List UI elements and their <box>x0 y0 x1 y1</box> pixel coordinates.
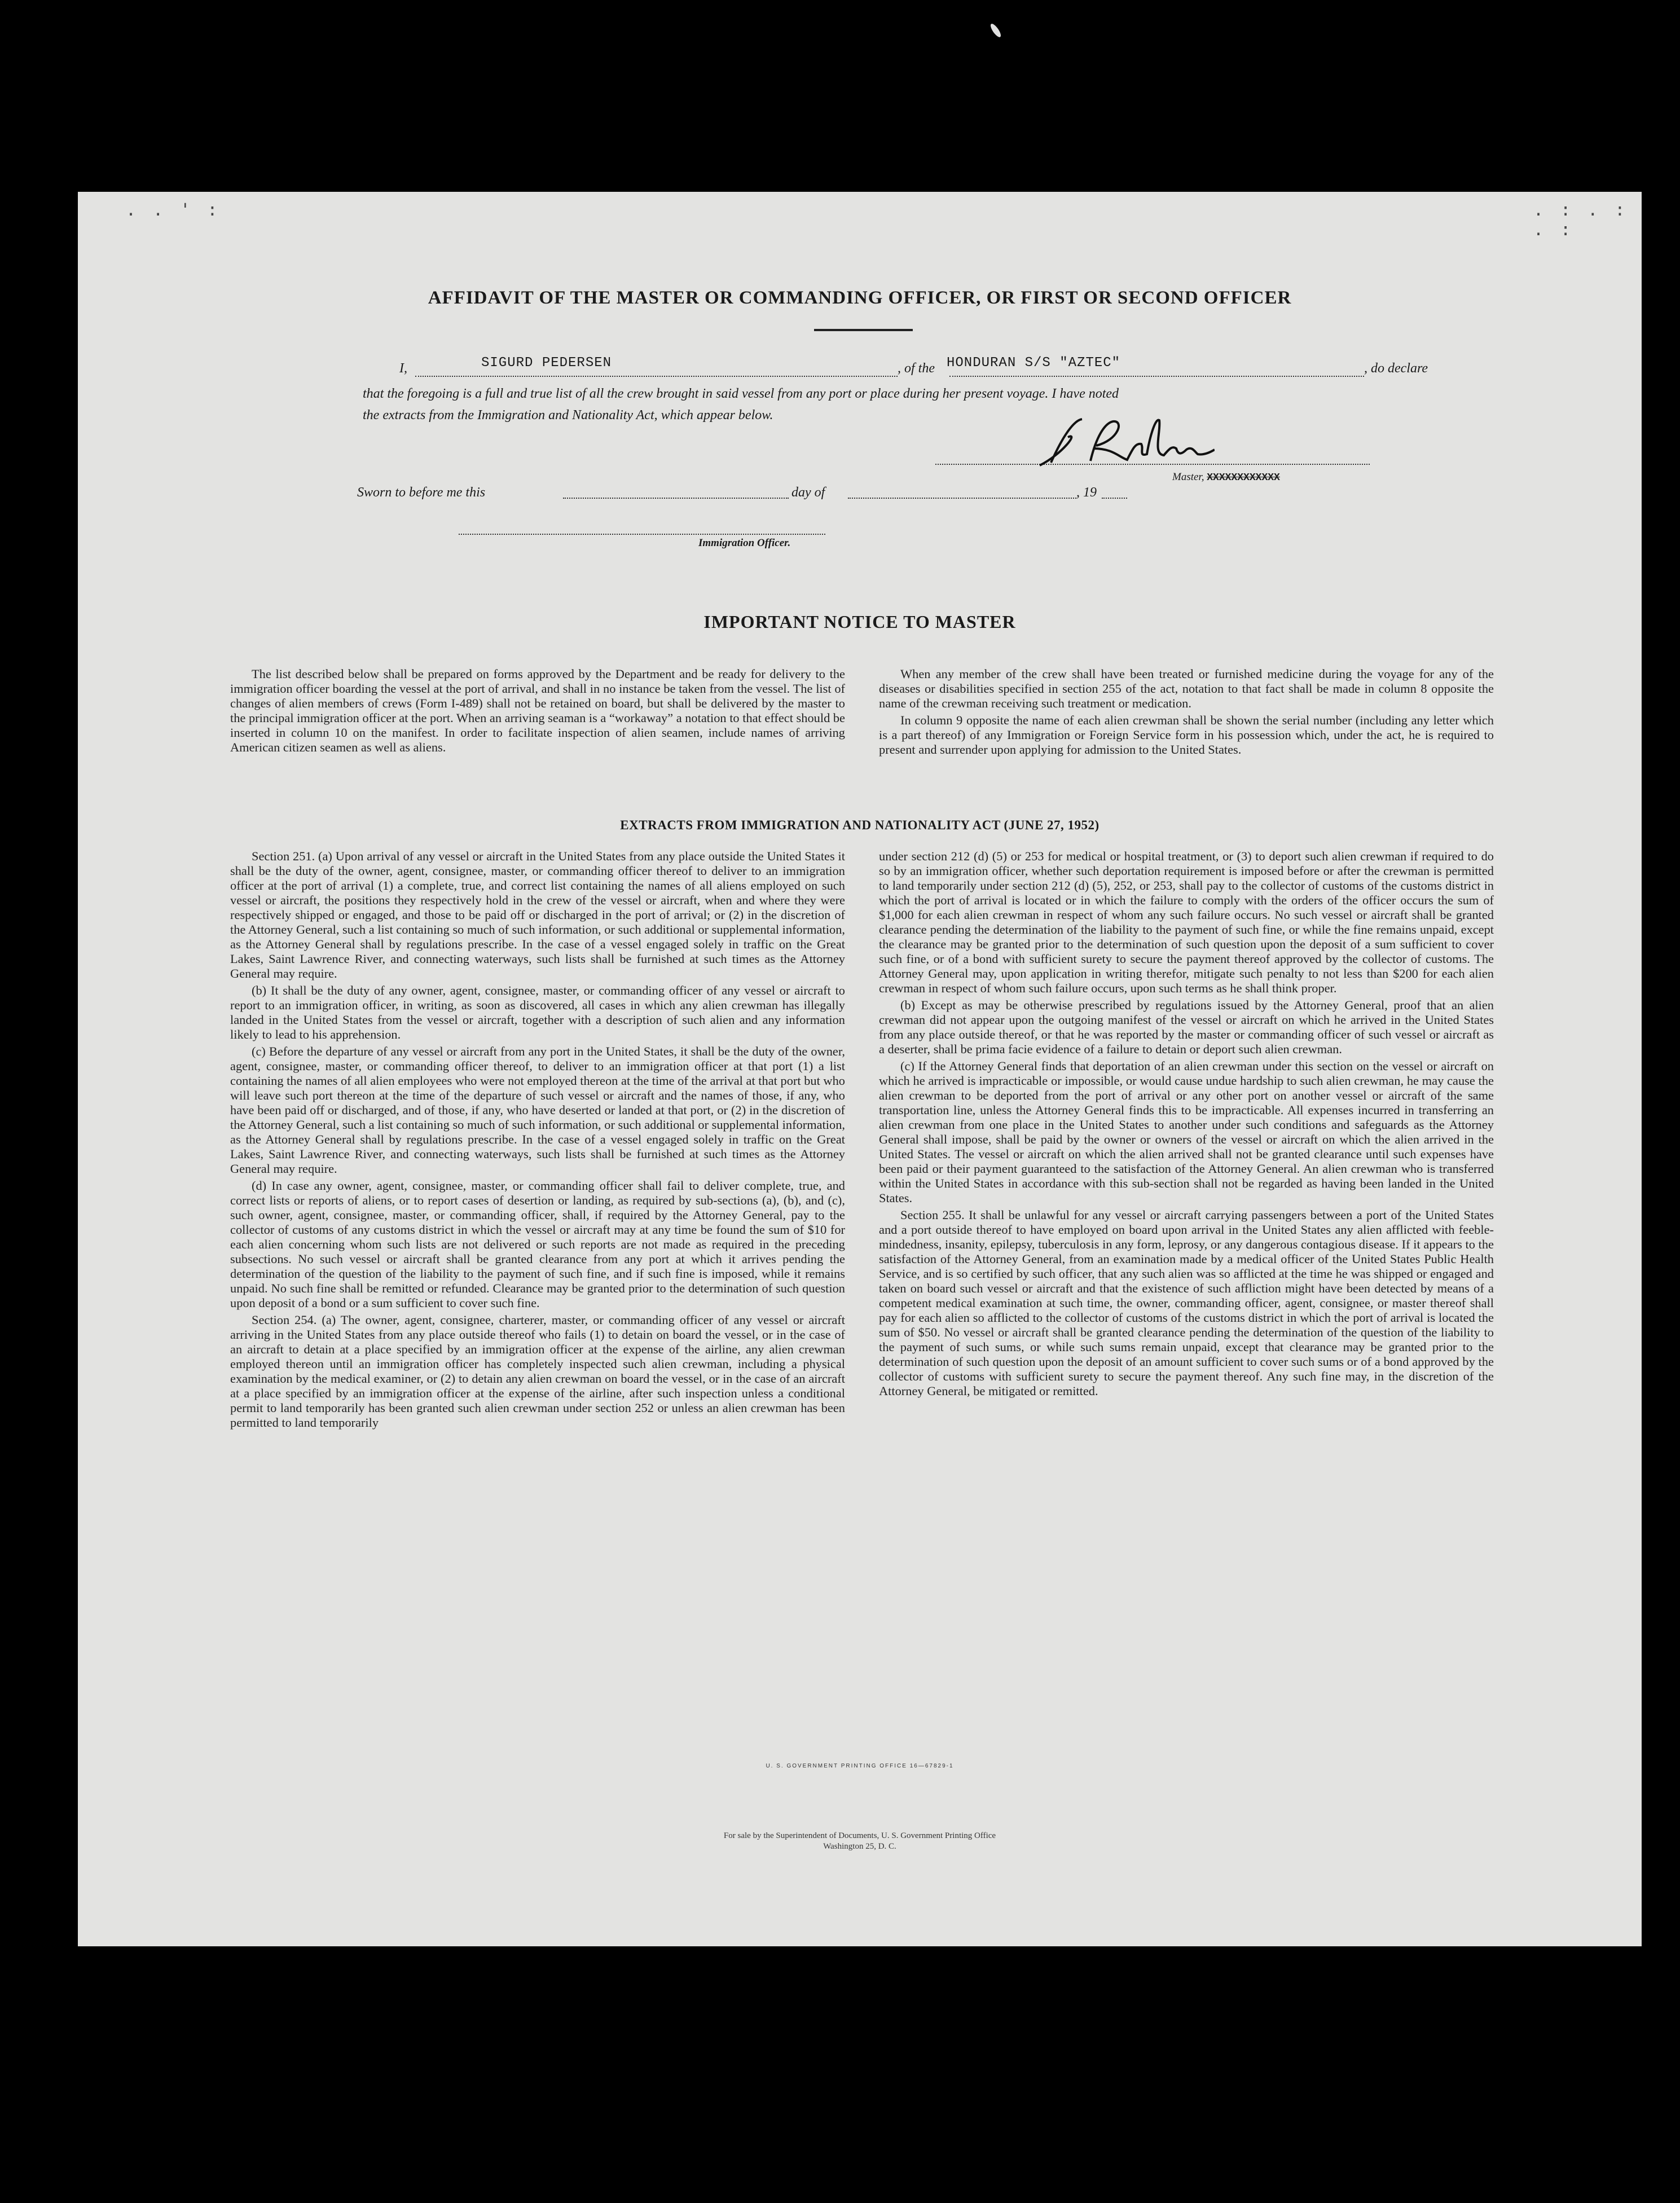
vessel-field-line <box>949 371 1364 377</box>
notice-right-paragraph-2: In column 9 opposite the name of each alien crewman shall be shown the serial number (including any letter which is a part thereof) of any Immigration or Foreign Service form in his possession which, under the act, he is required to present and surrender upon applying for admission to the United States. <box>879 713 1494 757</box>
vessel-name-field[interactable]: HONDURAN S/S "AZTEC" <box>947 355 1121 371</box>
section-251-d: (d) In case any owner, agent, consignee, master, or commanding officer shall fail to deliver complete, true, and correct lists or reports of aliens, or to report cases of desertion or landing, as required by sub-sections (a), (b), and (c), such owner, agent, consignee, master, or commanding officer, shall, if required by the Attorney General, pay to the collector of customs of any customs district in which the vessel or aircraft may at any time be found the sum of $10 for each alien concerning whom such lists are not delivered or such reports are not made as required in the preceding subsections. No such vessel or aircraft shall be granted clearance from any port at which it arrives pending the determination of the question of the liability to the payment of such fine, and if such fine is imposed, while it remains unpaid. No such fine shall be remitted or refunded. Clearance may be granted prior to the determination of such question upon deposit of a bond or a sum sufficient to cover such fine. <box>230 1179 845 1310</box>
sworn-year-field[interactable] <box>1102 496 1127 499</box>
notice-right-paragraph-1: When any member of the crew shall have been treated or furnished medicine during the voyage for any of the diseases or disabilities specified in section 255 of the act, notation to that fact shall be made in column 8 opposite the name of the crewman receiving such treatment or medication. <box>879 667 1494 710</box>
affidavit-title: AFFIDAVIT OF THE MASTER OR COMMANDING OFFICER, OR FIRST OR SECOND OFFICER <box>428 288 1292 308</box>
sworn-day-field[interactable] <box>563 496 789 499</box>
declaration-statement-line2: the extracts from the Immigration and Nationality Act, which appear below. <box>363 408 773 423</box>
sworn-month-field[interactable] <box>848 496 1076 499</box>
immigration-officer-label: Immigration Officer. <box>698 537 791 549</box>
struck-officer-title: XXXXXXXXXXXX <box>1207 472 1280 483</box>
sale-notice <box>78 1831 1642 1852</box>
declaration-statement-line1: that the foregoing is a full and true list of all the crew brought in said vessel from any port or place during her present voyage. I have noted <box>363 386 1119 401</box>
section-254-c: (c) If the Attorney General finds that deportation of an alien crewman under this section on the vessel or aircraft on which he arrived is impracticable or impossible, or would cause undue hardship to such alien crewman, he may cause the alien crewman to be deported from the port of arrival or any other port on another vessel or aircraft of the same transportation line, unless the Attorney General finds this to be impracticable. All expenses incurred in transferring an alien crewman from one place in the United States to another under such conditions and safeguards as the Attorney General shall impose, shall be paid by the owner or owners of the vessel or aircraft on which the alien arrived in the United States. The vessel or aircraft on which the alien arrived shall not be granted clearance until such expenses have been paid or their payment guaranteed to the satisfaction of the Attorney General. An alien crewman who is transferred within the United States in accordance with this sub-section shall not be regarded as having been landed in the United States. <box>879 1059 1494 1205</box>
day-of-label: day of <box>791 485 825 500</box>
affidavit-form-sheet <box>78 192 1642 1946</box>
do-declare-label: , do declare <box>1364 361 1428 376</box>
registration-marks-left: . . ' : <box>126 200 221 220</box>
extracts-title: EXTRACTS FROM IMMIGRATION AND NATIONALITY ACT (JUNE 27, 1952) <box>620 818 1100 832</box>
title-divider <box>814 329 913 331</box>
section-251-c: (c) Before the departure of any vessel or aircraft from any port in the United States, it shall be the duty of the owner, agent, consignee, master, or commanding officer thereof, to deliver to an immigration officer at that port (1) a list containing the names of all alien employees who were not employed thereon at the time of the arrival at that port but who will leave such port thereon at the time of the departure of such vessel or aircraft and the names of those, if any, who have been paid off or discharged, and of those, if any, who have deserted or landed at that port, or (2) in the discretion of the Attorney General, such a list containing so much of such information, or such additional or supplemental information, as the Attorney General shall by regulations prescribe. In the case of a vessel engaged solely in traffic on the Great Lakes, Saint Lawrence River, and connecting waterways, such lists shall be furnished at such times as the Attorney General may require. <box>230 1044 845 1176</box>
master-title-label <box>1172 471 1280 483</box>
immigration-officer-signature-line[interactable] <box>459 533 825 535</box>
section-254-b: (b) Except as may be otherwise prescribed by regulations issued by the Attorney General, proof that an alien crewman did not appear upon the outgoing manifest of the vessel or aircraft on which he arrived in the United States from any place outside thereof, or that he was reported by the master or commanding officer of such vessel or aircraft as a deserter, shall be prima facie evidence of a failure to detain or deport such alien crewman. <box>879 998 1494 1056</box>
master-name-field[interactable]: SIGURD PEDERSEN <box>481 355 612 371</box>
notice-title: IMPORTANT NOTICE TO MASTER <box>703 612 1016 632</box>
extracts-left-column <box>230 849 845 1432</box>
sale-notice-line1: For sale by the Superintendent of Documents, U. S. Government Printing Office <box>723 1831 996 1840</box>
section-251-a: Section 251. (a) Upon arrival of any vessel or aircraft in the United States from any place outside the United States it shall be the duty of the owner, agent, consignee, master, or commanding officer thereof to deliver to an immigration officer at the port of arrival (1) a complete, true, and correct list containing the names of all aliens employed on such vessel or aircraft, the positions they respectively hold in the crew of the vessel or aircraft, when and where they were respectively shipped or engaged, and those to be paid off or discharged in the port of arrival; or (2) in the discretion of the Attorney General, such a list containing so much of such information, or such additional or supplemental information, as the Attorney General shall by regulations prescribe. In the case of a vessel engaged solely in traffic on the Great Lakes, Saint Lawrence River, and connecting waterways, such lists shall be furnished at such times as the Attorney General may require. <box>230 849 845 980</box>
notice-left-paragraph: The list described below shall be prepared on forms approved by the Department and be ready for delivery to the immigration officer boarding the vessel at the port of arrival, and shall in no instance be taken from the vessel. The list of changes of alien members of crews (Form I-489) shall not be retained on board, but shall be delivered by the master to the principal immigration officer at the port. When an arriving seaman is a “workaway” a notation to that effect should be inserted in column 10 on the manifest. In order to facilitate inspection of alien seamen, include names of arriving American citizen seamen as well as aliens. <box>230 667 845 754</box>
section-255: Section 255. It shall be unlawful for any vessel or aircraft carrying passengers between a port of the United States and a port outside thereof to have employed on board upon arrival in the United States any alien afflicted with feeble-mindedness, insanity, epilepsy, tuberculosis in any form, leprosy, or any dangerous contagious disease. If it appears to the satisfaction of the Attorney General, from an examination made by a medical officer of the United States Public Health Service, and is so certified by such officer, that any such alien was so afflicted at the time he was shipped or engaged and taken on board such vessel or aircraft and that the existence of such affliction might have been detected by means of a competent medical examination at such time, the owner, commanding officer, agent, consignee, or master thereof shall pay for each alien so afflicted to the collector of customs of the customs district in which the port of arrival is located the sum of $50. No vessel or aircraft shall be granted clearance pending the determination of the question of the liability to the payment of such sums, or while such sums remain unpaid, except that clearance may be granted prior to the determination of such question upon the deposit of an amount sufficient to cover such sums or of a bond approved by the collector of customs with sufficient surety to secure the payment thereof. Any such fine may, in the discretion of the Attorney General, be mitigated or remitted. <box>879 1208 1494 1398</box>
i-label: I, <box>399 361 407 376</box>
printing-office-code: U. S. GOVERNMENT PRINTING OFFICE 16—67829-1 <box>766 1763 954 1769</box>
registration-marks-right: . : . : . : <box>1533 200 1629 240</box>
scan-artifact <box>989 23 1002 39</box>
sworn-label: Sworn to before me this <box>357 485 486 500</box>
notice-left-column <box>230 667 845 757</box>
section-251-b: (b) It shall be the duty of any owner, agent, consignee, master, or commanding officer of any vessel or aircraft to report to an immigration officer, in writing, as soon as discovered, all cases in which any alien crewman has illegally landed in the United States from the vessel or aircraft, together with a description of such alien and any information likely to lead to his apprehension. <box>230 983 845 1041</box>
master-label: Master, <box>1172 471 1204 483</box>
extracts-right-column <box>879 849 1494 1401</box>
notice-right-column <box>879 667 1494 759</box>
sale-notice-line2: Washington 25, D. C. <box>823 1842 896 1851</box>
name-field-line <box>415 371 898 377</box>
section-254-a: Section 254. (a) The owner, agent, consignee, charterer, master, or commanding officer of any vessel or aircraft arriving in the United States from any place outside thereof who fails (1) to detain on board the vessel, or in the case of an aircraft to detain at a place specified by an immigration officer at the expense of the airline, any alien crewman employed thereon until an immigration officer has completely inspected such alien crewman, including a physical examination by the medical examiner, or (2) to detain any alien crewman on board the vessel, or in the case of an aircraft at a place specified by an immigration officer at the expense of the airline, after such inspection unless a conditional permit to land temporarily has been granted such alien crewman under section 252 or unless an alien crewman has been permitted to land temporarily <box>230 1313 845 1430</box>
year-label: , 19 <box>1076 485 1097 500</box>
master-signature <box>1028 415 1215 471</box>
section-254-a-continued: under section 212 (d) (5) or 253 for medical or hospital treatment, or (3) to deport such alien crewman if required to do so by an immigration officer, whether such deportation requirement is imposed before or after the crewman is permitted to land temporarily under section 212 (d) (5), 252, or 253, shall pay to the collector of customs of the customs district in which the port of arrival is located or in which the failure to comply with the orders of the officer occurs the sum of $1,000 for each alien crewman in respect of whom any such failure occurs. No such vessel or aircraft shall be granted clearance pending the determination of the liability to the payment of such fine, or while the fine remains unpaid, except the clearance may be granted prior to the determination of such question upon the deposit of a sum sufficient to cover such fine, or of a bond with sufficient surety to secure the payment thereof approved by the collector of customs. The Attorney General may, upon application in writing therefor, mitigate such penalty to not less than $200 for each alien crewman in respect of whom such failure occurs, upon such terms as he shall think proper. <box>879 849 1494 995</box>
of-the-label: , of the <box>898 361 935 376</box>
